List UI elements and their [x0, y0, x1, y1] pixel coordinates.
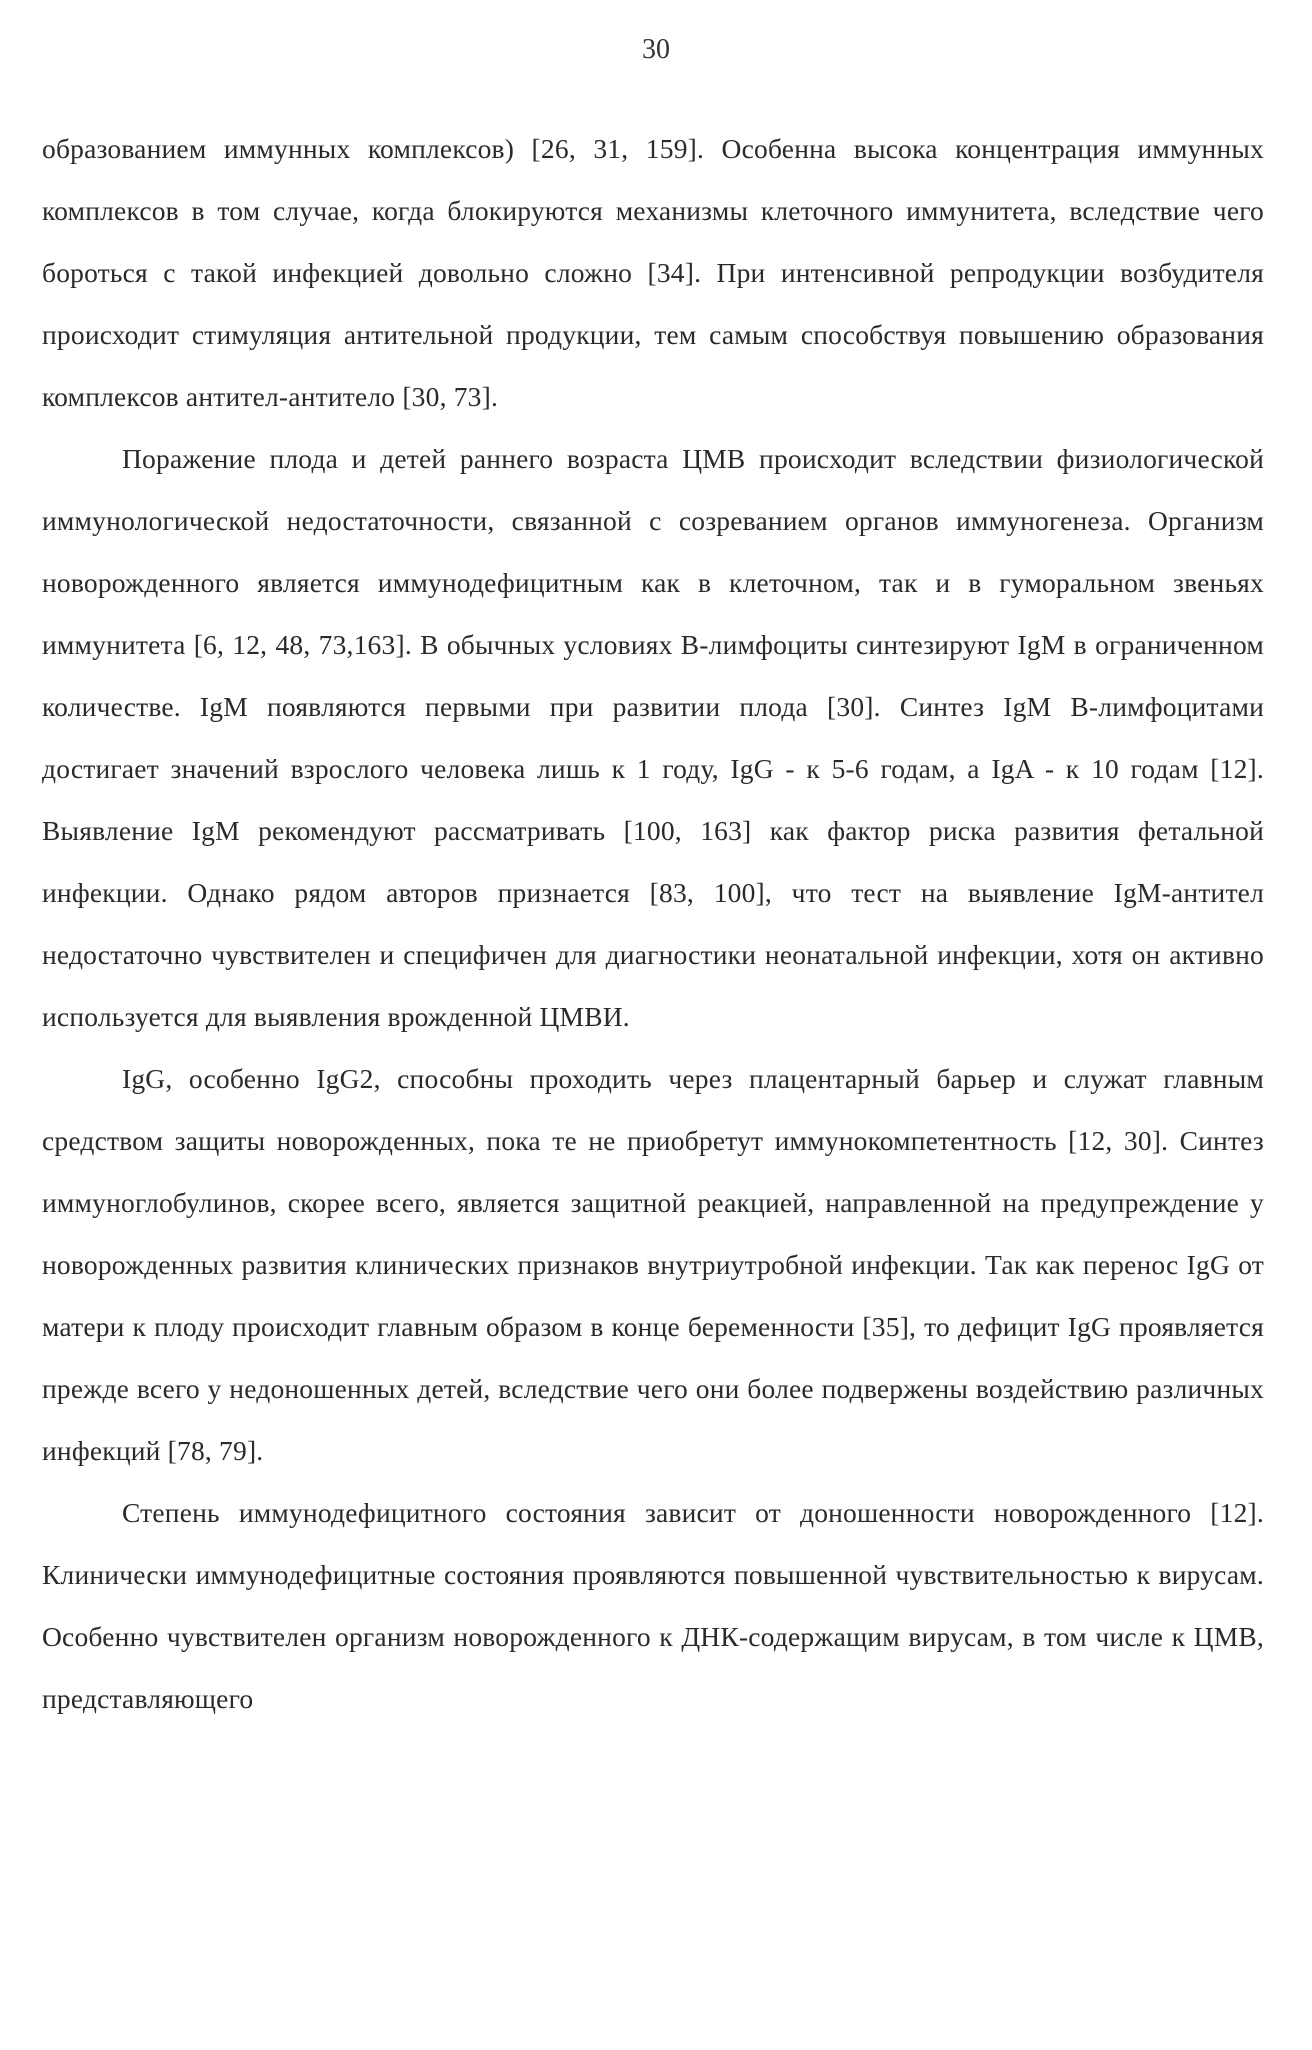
paragraph-2: Поражение плода и детей раннего возраста ЦМВ происходит вследствии физиологической иммунологической недостаточности, связанной с созреванием органов иммуногенеза. Организм новорожденного является иммунодефицитным как в клеточном, так и в гуморальном звеньях иммунитета [6, 12, 48, 73,163]. В обычных условиях В-лимфоциты синтезируют IgM в ограниченном количестве. IgM появляются первыми при развитии плода [30]. Синтез IgM В-лимфоцитами достигает значений взрослого человека лишь к 1 году, IgG - к 5-6 годам, а IgA - к 10 годам [12]. Выявление IgM рекомендуют рассматривать [100, 163] как фактор риска развития фетальной инфекции. Однако рядом авторов признается [83, 100], что тест на выявление IgM-антител недостаточно чувствителен и специфичен для диагностики неонатальной инфекции, хотя он активно используется для выявления врожденной ЦМВИ.	[42, 443, 1264, 1032]
body-text	[42, 118, 1264, 1730]
paragraph-4: Степень иммунодефицитного состояния зависит от доношенности новорожденного [12]. Клинически иммунодефицитные состояния проявляются повышенной чувствительностью к вирусам. Особенно чувствителен организм новорожденного к ДНК-содержащим вирусам, в том числе к ЦМВ, представляющего	[42, 1497, 1264, 1714]
paragraph-1: образованием иммунных комплексов) [26, 31, 159]. Особенна высока концентрация иммунных комплексов в том случае, когда блокируются механизмы клеточного иммунитета, вследствие чего бороться с такой инфекцией довольно сложно [34]. При интенсивной репродукции возбудителя происходит стимуляция антительной продукции, тем самым способствуя повышению образования комплексов антител-антитело [30, 73].	[42, 133, 1264, 412]
paragraph-3: IgG, особенно IgG2, способны проходить через плацентарный барьер и служат главным средством защиты новорожденных, пока те не приобретут иммунокомпетентность [12, 30]. Синтез иммуноглобулинов, скорее всего, является защитной реакцией, направленной на предупреждение у новорожденных развития клинических признаков внутриутробной инфекции. Так как перенос IgG от матери к плоду происходит главным образом в конце беременности [35], то дефицит IgG проявляется прежде всего у недоношенных детей, вследствие чего они более подвержены воздействию различных инфекций [78, 79].	[42, 1063, 1264, 1466]
page-number: 30	[642, 34, 670, 65]
